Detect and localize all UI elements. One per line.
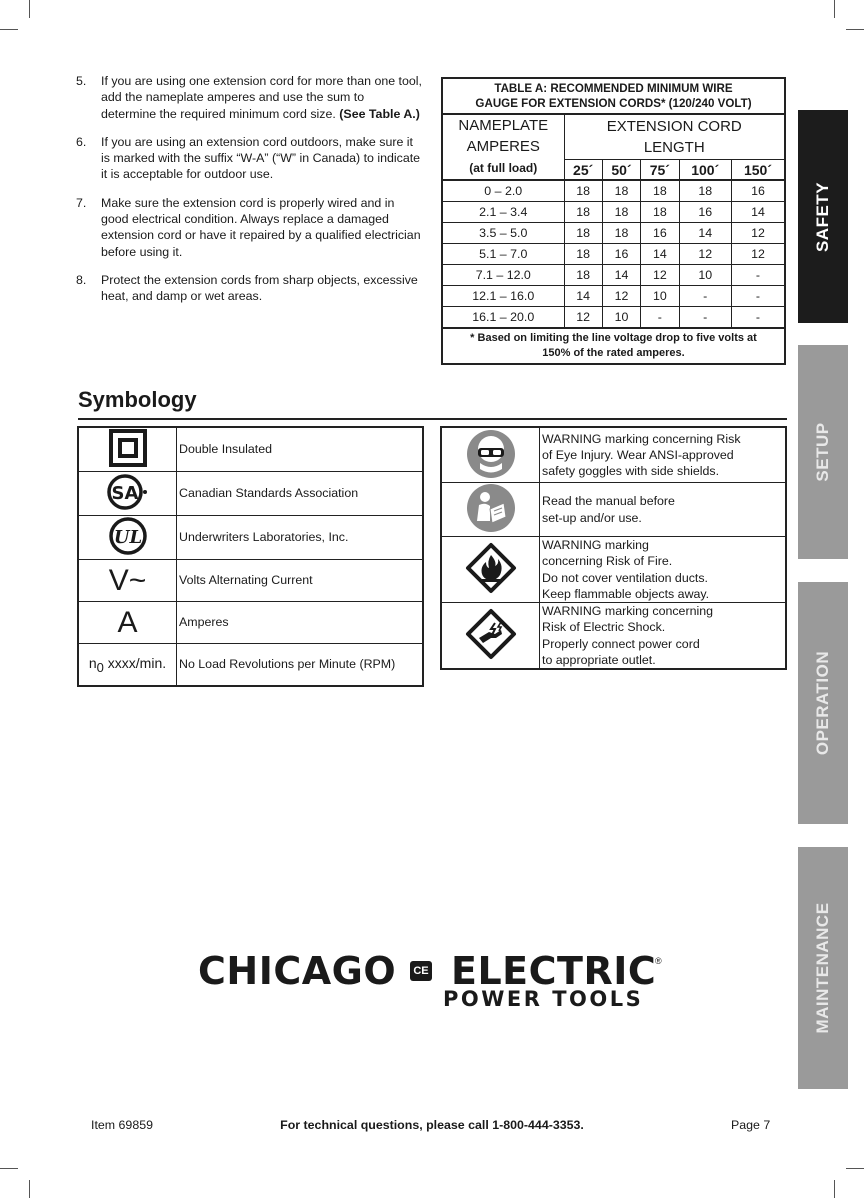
- volts-ac-icon: V~: [78, 560, 177, 602]
- crop-mark: [834, 1180, 835, 1198]
- instruction-item: [76, 195, 422, 260]
- svg-text:SA: SA: [111, 483, 138, 504]
- gauge-cell: -: [731, 265, 785, 286]
- amps-cell: 12.1 – 16.0: [442, 286, 564, 307]
- symbol-row: [78, 602, 423, 644]
- no-load-rpm-icon: $n_0$ xxxx/min.: [78, 644, 177, 687]
- fire-hazard-icon: [441, 537, 540, 603]
- table-reference: (See Table A.): [339, 106, 420, 121]
- gauge-cell: 10: [679, 265, 731, 286]
- length-header: 150´: [731, 160, 785, 181]
- gauge-cell: 18: [564, 244, 602, 265]
- crop-mark: [846, 1168, 864, 1169]
- length-header: 75´: [641, 160, 679, 181]
- symbol-row: [78, 644, 423, 687]
- gauge-cell: -: [731, 307, 785, 329]
- gauge-cell: 18: [602, 223, 640, 244]
- logo-chicago: CHICAGO: [198, 949, 397, 993]
- logo-badge-icon: CE: [410, 961, 432, 981]
- gauge-cell: 18: [641, 180, 679, 202]
- double-insulated-icon: [78, 427, 177, 472]
- table-row: [442, 307, 785, 329]
- symbol-label: Underwriters Laboratories, Inc.: [177, 516, 424, 560]
- warning-text: WARNING marking concerning Risk of Electric Shock. Properly connect power cord to appropriate outlet.: [540, 603, 787, 670]
- gauge-cell: 12: [679, 244, 731, 265]
- instruction-number: 7.: [76, 195, 87, 210]
- table-footnote: * Based on limiting the line voltage drop to five volts at 150% of the rated amperes.: [442, 328, 785, 364]
- gauge-cell: 16: [679, 202, 731, 223]
- instruction-text: Protect the extension cords from sharp objects, excessive heat, and damp or wet areas.: [101, 272, 418, 304]
- gauge-cell: -: [679, 307, 731, 329]
- csa-icon: [78, 472, 177, 516]
- instruction-list: [76, 73, 422, 317]
- gauge-cell: 18: [564, 265, 602, 286]
- ul-icon: [78, 516, 177, 560]
- logo-electric: ELECTRIC: [451, 949, 657, 993]
- symbol-row: [78, 427, 423, 472]
- warning-text: Read the manual before set-up and/or use.: [540, 483, 787, 537]
- symbol-row: [78, 472, 423, 516]
- instruction-number: 5.: [76, 74, 87, 88]
- tab-setup[interactable]: SETUP: [798, 345, 848, 559]
- gauge-cell: 14: [564, 286, 602, 307]
- gauge-cell: 18: [564, 180, 602, 202]
- logo-power-tools: POWER TOOLS: [443, 987, 644, 1011]
- gauge-cell: 14: [641, 244, 679, 265]
- symbology-title: Symbology: [78, 387, 197, 412]
- table-row: [442, 286, 785, 307]
- crop-mark: [29, 1180, 30, 1198]
- gauge-cell: 18: [679, 180, 731, 202]
- length-header: 25´: [564, 160, 602, 181]
- instruction-text: If you are using an extension cord outdoors, make sure it is marked with the suffix “W-A” (“W” in Canada) to indicate it is acceptable for outdoor use.: [101, 134, 421, 182]
- instruction-number: 6.: [76, 134, 87, 149]
- symbol-row: [78, 516, 423, 560]
- gauge-cell: 18: [564, 223, 602, 244]
- tab-maintenance[interactable]: MAINTENANCE: [798, 847, 848, 1089]
- section-divider: [78, 418, 787, 420]
- amps-cell: 0 – 2.0: [442, 180, 564, 202]
- instruction-text: If you are using one extension cord for more than one tool, add the nameplate amperes and use the sum to determine the required minimum cord size.: [101, 74, 422, 121]
- warning-row: [441, 603, 786, 670]
- instruction-item: [76, 272, 422, 305]
- brand-logo: [198, 951, 668, 1011]
- symbol-label: Amperes: [177, 602, 424, 644]
- table-row: [442, 202, 785, 223]
- crop-mark: [0, 29, 18, 30]
- gauge-cell: 10: [641, 286, 679, 307]
- table-title: TABLE A: RECOMMENDED MINIMUM WIRE GAUGE FOR EXTENSION CORDS* (120/240 VOLT): [442, 78, 785, 114]
- crop-mark: [29, 0, 30, 18]
- amps-cell: 16.1 – 20.0: [442, 307, 564, 329]
- gauge-cell: 18: [641, 202, 679, 223]
- gauge-cell: 18: [602, 180, 640, 202]
- gauge-cell: 12: [602, 286, 640, 307]
- gauge-cell: -: [679, 286, 731, 307]
- warning-text: WARNING marking concerning Risk of Fire. Do not cover ventilation ducts. Keep flammable objects away.: [540, 537, 787, 603]
- symbology-table-left: [77, 426, 424, 687]
- instruction-item: [76, 73, 422, 122]
- table-row: [442, 180, 785, 202]
- warning-row: [441, 483, 786, 537]
- gauge-cell: 18: [602, 202, 640, 223]
- gauge-cell: 12: [564, 307, 602, 329]
- registered-mark: ®: [655, 956, 662, 966]
- symbol-label: Volts Alternating Current: [177, 560, 424, 602]
- tab-safety[interactable]: SAFETY: [798, 110, 848, 323]
- warning-row: [441, 537, 786, 603]
- table-row: [442, 244, 785, 265]
- tab-operation[interactable]: OPERATION: [798, 582, 848, 824]
- length-header: 50´: [602, 160, 640, 181]
- extension-cord-length-header: EXTENSION CORD LENGTH: [564, 114, 785, 160]
- gauge-cell: 18: [564, 202, 602, 223]
- crop-mark: [834, 0, 835, 18]
- gauge-cell: 16: [731, 180, 785, 202]
- amps-cell: 7.1 – 12.0: [442, 265, 564, 286]
- gauge-cell: -: [641, 307, 679, 329]
- extension-cord-gauge-table: [441, 77, 786, 365]
- gauge-cell: 12: [731, 244, 785, 265]
- gauge-cell: 14: [679, 223, 731, 244]
- instruction-item: [76, 134, 422, 183]
- symbol-label: No Load Revolutions per Minute (RPM): [177, 644, 424, 687]
- gauge-cell: 16: [641, 223, 679, 244]
- electric-shock-icon: [441, 603, 540, 670]
- gauge-cell: 12: [641, 265, 679, 286]
- page-number: Page 7: [731, 1118, 771, 1132]
- nameplate-amperes-header: NAMEPLATE AMPERES (at full load): [442, 114, 564, 180]
- gauge-cell: 10: [602, 307, 640, 329]
- crop-mark: [846, 29, 864, 30]
- read-manual-icon: [441, 483, 540, 537]
- symbology-table-right: [440, 426, 787, 670]
- support-phone: For technical questions, please call 1-800-444-3353.: [280, 1118, 584, 1132]
- gauge-cell: 14: [602, 265, 640, 286]
- safety-goggles-icon: [441, 427, 540, 483]
- amps-cell: 2.1 – 3.4: [442, 202, 564, 223]
- instruction-number: 8.: [76, 272, 87, 287]
- svg-text:UL: UL: [113, 527, 142, 548]
- amps-cell: 3.5 – 5.0: [442, 223, 564, 244]
- gauge-cell: 14: [731, 202, 785, 223]
- warning-row: [441, 427, 786, 483]
- amps-cell: 5.1 – 7.0: [442, 244, 564, 265]
- gauge-cell: 12: [731, 223, 785, 244]
- symbol-row: [78, 560, 423, 602]
- gauge-cell: -: [731, 286, 785, 307]
- symbol-label: Double Insulated: [177, 427, 424, 472]
- warning-text: WARNING marking concerning Risk of Eye Injury. Wear ANSI-approved safety goggles with side shields.: [540, 427, 787, 483]
- length-header: 100´: [679, 160, 731, 181]
- instruction-text: Make sure the extension cord is properly wired and in good electrical condition. Always replace a damaged extension cord or have it repaired by a qualified electrician before using it.: [101, 195, 421, 259]
- table-row: [442, 223, 785, 244]
- table-row: [442, 265, 785, 286]
- amperes-icon: A: [78, 602, 177, 644]
- symbol-label: Canadian Standards Association: [177, 472, 424, 516]
- crop-mark: [0, 1168, 18, 1169]
- gauge-cell: 16: [602, 244, 640, 265]
- item-number: Item 69859: [91, 1118, 153, 1132]
